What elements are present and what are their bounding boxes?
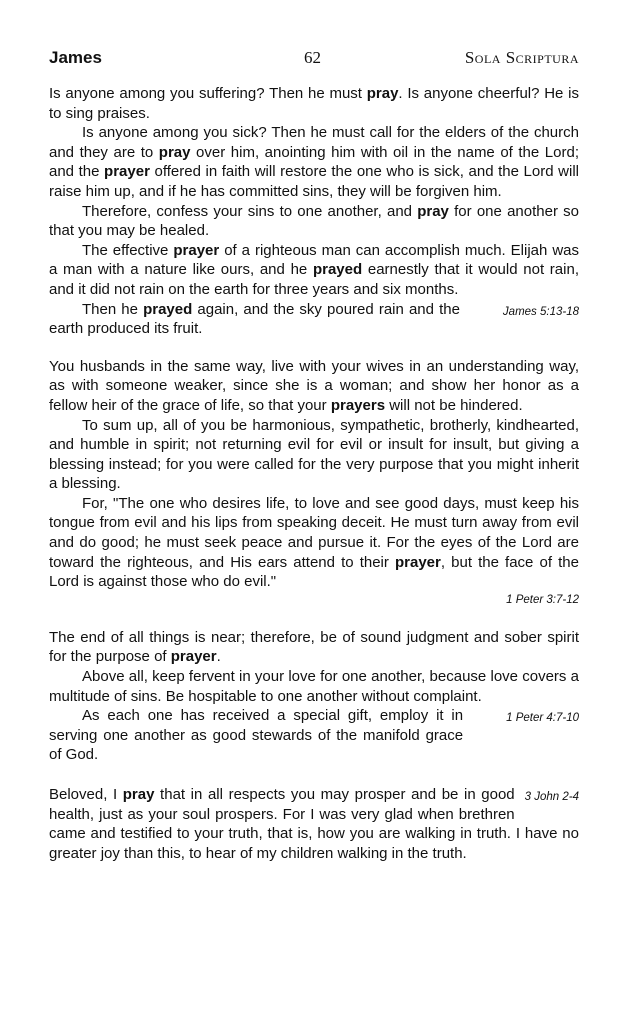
scripture-passage [49,628,579,765]
passage-text: Is anyone among you suffering? Then he must [49,85,367,102]
passage-text: Therefore, confess your sins to one another, and [82,202,418,220]
highlighted-word: pray [366,85,399,102]
verse-reference: 3 John 2-4 [524,791,579,803]
highlighted-word: prayer [394,553,441,571]
passage-text: Is anyone among you sick? Then he must call for the elders of the church and they are to [49,124,579,161]
page-header [49,48,579,72]
passage-text: of a righteous man can accomplish much. Elijah was a man with a nature like ours, and he [49,241,579,279]
highlighted-word: prayers [330,396,386,414]
passage-paragraph [49,84,579,123]
header-title: Sola Scriptura [464,48,579,67]
passage-paragraph [49,628,579,667]
passage-paragraph [49,241,579,300]
passage-text: Beloved, I [49,786,123,803]
scripture-passage [49,84,579,339]
highlighted-word: pray [122,786,155,803]
highlighted-word: prayed [143,300,193,318]
passage-text: Above all, keep fervent in your love for one another, because love covers a multitude of sins. Be hospitable to one another without complaint. [49,668,579,705]
highlighted-word: pray [158,143,191,161]
highlighted-word: prayer [170,648,217,666]
passage-text: earnestly that it would not rain, and it did not rain on the earth for three years and six months. [49,261,579,298]
passage-paragraph [49,202,579,241]
passage-text: Then he [82,300,144,318]
passage-text: . Is anyone cheerful? He is to sing praises. [49,85,579,122]
passage-text: The end of all things is near; therefore, be of sound judgment and sober spirit for the purpose of [49,628,579,666]
passage-paragraph [49,785,579,863]
passage-text: You husbands in the same way, live with your wives in an understanding way, as with someone weaker, since she is a woman; and show her honor as a fellow heir of the grace of life, so that your [49,357,579,414]
verse-reference: James 5:13-18 [502,305,579,318]
book-page [49,48,579,881]
header-book-name: James [49,48,102,67]
scripture-passage [49,785,579,863]
passage-text: . [216,648,221,666]
passage-paragraph [49,494,579,592]
passage-paragraph [49,706,579,765]
passage-text: that in all respects you may prosper and be in good health, just as your soul prospers. For I was very glad when brethren came and testified to your truth, that is, how you are walking in truth. I have no greater joy than this, to hear of my children walking in the truth. [49,786,579,862]
header-page-number: 62 [304,48,321,67]
page-content [49,84,579,863]
passage-text: for one another so that you may be healed. [49,202,579,240]
passage-paragraph [49,416,579,494]
highlighted-word: prayer [104,163,150,181]
scripture-passage [49,357,579,608]
passage-text: will not be hindered. [385,396,523,414]
passage-paragraph [49,357,579,416]
verse-reference: 1 Peter 3:7-12 [506,593,579,606]
highlighted-word: prayed [312,261,363,279]
highlighted-word: pray [417,202,449,220]
passage-paragraph [49,123,579,201]
passage-text: , but the face of the Lord is against those who do evil." [49,553,579,591]
passage-paragraph [49,300,579,339]
passage-text: again, and the sky poured rain and the earth produced its fruit. [49,300,460,338]
passage-text: over him, anointing him with oil in the name of the Lord; and the [49,143,579,181]
passage-text: As each one has received a special gift, employ it in serving one another as good stewards of the manifold grace of God. [49,707,464,764]
passage-text: To sum up, all of you be harmonious, sympathetic, brotherly, kindhearted, and humble in spirit; not returning evil for evil or insult for insult, but giving a blessing instead; for you were called for the very purpose that you might inherit a blessing. [49,416,579,493]
passage-text: offered in faith will restore the one who is sick, and the Lord will raise him up, and if he has committed sins, they will be forgiven him. [49,163,579,200]
passage-paragraph [49,667,579,706]
verse-reference: 1 Peter 4:7-10 [506,712,579,725]
passage-text: For, "The one who desires life, to love and see good days, must keep his tongue from evil and his lips from speaking deceit. He must turn away from evil and do good; he must seek peace and pursue it. For the eyes of the Lord are toward the righteous, and His ears attend to their [49,494,579,571]
passage-text: The effective [82,241,174,259]
highlighted-word: prayer [173,241,220,259]
